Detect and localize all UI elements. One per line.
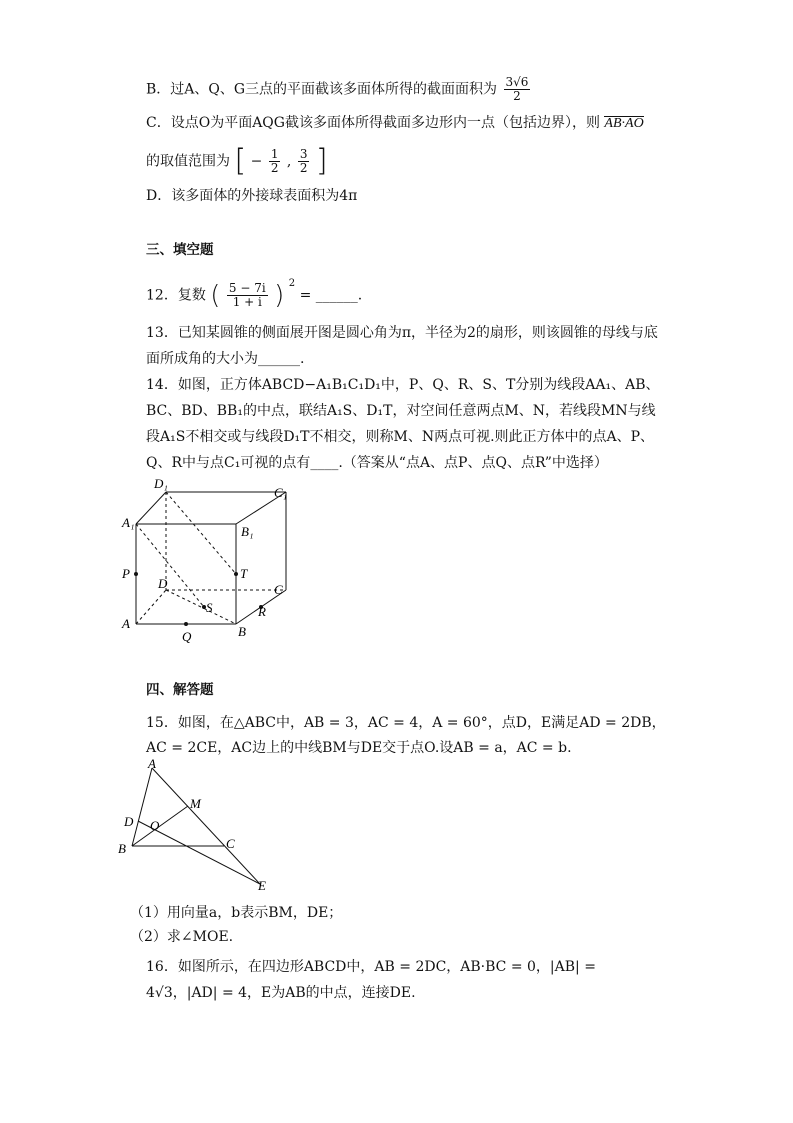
- segment-d1t: [166, 492, 236, 574]
- option-c-text: C．设点O为平面AQG截该多面体所得截面多边形内一点（包括边界），则: [146, 115, 600, 131]
- label-s: S: [206, 600, 213, 615]
- label-a1: A₁: [122, 515, 135, 530]
- label-d1: D₁: [154, 476, 168, 491]
- frac-numerator: 1: [270, 147, 279, 161]
- label-d: D: [158, 576, 168, 591]
- question-14: 14．如图，正方体ABCD−A₁B₁C₁D₁中，P、Q、R、S、T分别为线段AA₁、AB、BC、BD、BB₁的中点，联结A₁S、D₁T，对空间任意两点M、N，若线段MN与线段A₁S不相交或与线段D₁T不相交，则称M、N两点可视.则此正方体中的点A、P、Q、R中与点C₁可视的点有____.（答案从“点A、点P、点Q、点R”中选择）: [146, 377, 660, 471]
- question-12: 12．复数 ( $\frac{5 - 7i}{1 + i}$ ) $^2$ = ______.: [146, 278, 363, 311]
- question-15-line1: 15．如图，在△ABC中，AB = 3，AC = 4，A = 60°，点D，E满足AD = 2DB，: [146, 715, 666, 731]
- edge-ad: [136, 590, 166, 624]
- range-left-fraction: [269, 148, 281, 175]
- label-c: C: [274, 582, 283, 597]
- label-o: O: [150, 818, 160, 833]
- option-c-range-text: 的取值范围为: [146, 153, 230, 170]
- label-a: A: [148, 758, 156, 771]
- question-15-sub2: （2）求∠MOE.: [130, 929, 234, 945]
- label-b1: B₁: [241, 524, 254, 539]
- label-m: M: [190, 796, 201, 811]
- label-c: C: [226, 836, 235, 851]
- label-e: E: [258, 878, 266, 893]
- section-heading-fill-blank: 三、填空题: [146, 242, 214, 258]
- q12-exponent: 2: [288, 278, 296, 289]
- label-d: D: [124, 814, 134, 829]
- label-c1: C₁: [274, 485, 288, 500]
- label-p: P: [122, 566, 130, 581]
- q12-suffix: = ______.: [299, 287, 363, 304]
- point-p: [134, 572, 138, 576]
- frac-denominator: 2: [299, 161, 308, 175]
- q12-prefix: 12．复数: [146, 287, 206, 304]
- option-d: D．该多面体的外接球表面积为4π: [146, 188, 358, 204]
- frac-numerator: 5 − 7i: [228, 281, 266, 296]
- edge-a1d1: [136, 492, 166, 524]
- label-q: Q: [182, 629, 192, 644]
- option-c-line1: [146, 113, 644, 133]
- frac-denominator: 2: [270, 161, 279, 175]
- frac-numerator: 3: [299, 147, 308, 161]
- question-16: 16．如图所示，在四边形ABCD中，AB = 2DC，AB·BC = 0，|AB| = 4√3，|AD| = 4，E为AB的中点，连接DE.: [146, 959, 596, 1001]
- range-right-fraction: [298, 148, 310, 175]
- label-b: B: [238, 624, 246, 639]
- question-15-line2: AC = 2CE，AC边上的中线BM与DE交于点O.设AB = a，AC = b.: [146, 740, 572, 756]
- segment-a1s: [136, 524, 204, 607]
- option-b-label: B．过A、Q、G三点的平面截该多面体所得的截面面积为: [146, 81, 498, 98]
- option-b: [146, 76, 532, 103]
- frac-denominator: 1 + i: [232, 295, 262, 310]
- triangle-figure: [114, 758, 284, 893]
- option-c-line2: 的取值范围为 [ − $\frac{1}{2}$ , $\frac{3}{2}$ ]: [146, 143, 328, 179]
- point-t: [234, 572, 238, 576]
- question-13: 13．已知某圆锥的侧面展开图是圆心角为π，半径为2的扇形，则该圆锥的母线与底面所成角的大小为______.: [146, 325, 658, 367]
- label-b: B: [118, 841, 126, 856]
- frac-numerator: 3√6: [505, 75, 529, 89]
- q12-fraction: [227, 282, 268, 309]
- label-t: T: [240, 566, 248, 581]
- label-r: R: [258, 604, 266, 619]
- section-heading-solutions: 四、解答题: [146, 682, 214, 698]
- option-b-fraction: [504, 76, 531, 103]
- cube-figure: [118, 476, 298, 646]
- segment-ae: [152, 768, 260, 884]
- point-q: [184, 622, 188, 626]
- label-a: A: [122, 616, 130, 631]
- option-c-expression: AB·AO: [604, 116, 644, 131]
- frac-denominator: 2: [513, 89, 521, 103]
- edge-bd: [166, 590, 236, 624]
- question-15-sub1: （1）用向量a，b表示BM，DE；: [130, 905, 343, 921]
